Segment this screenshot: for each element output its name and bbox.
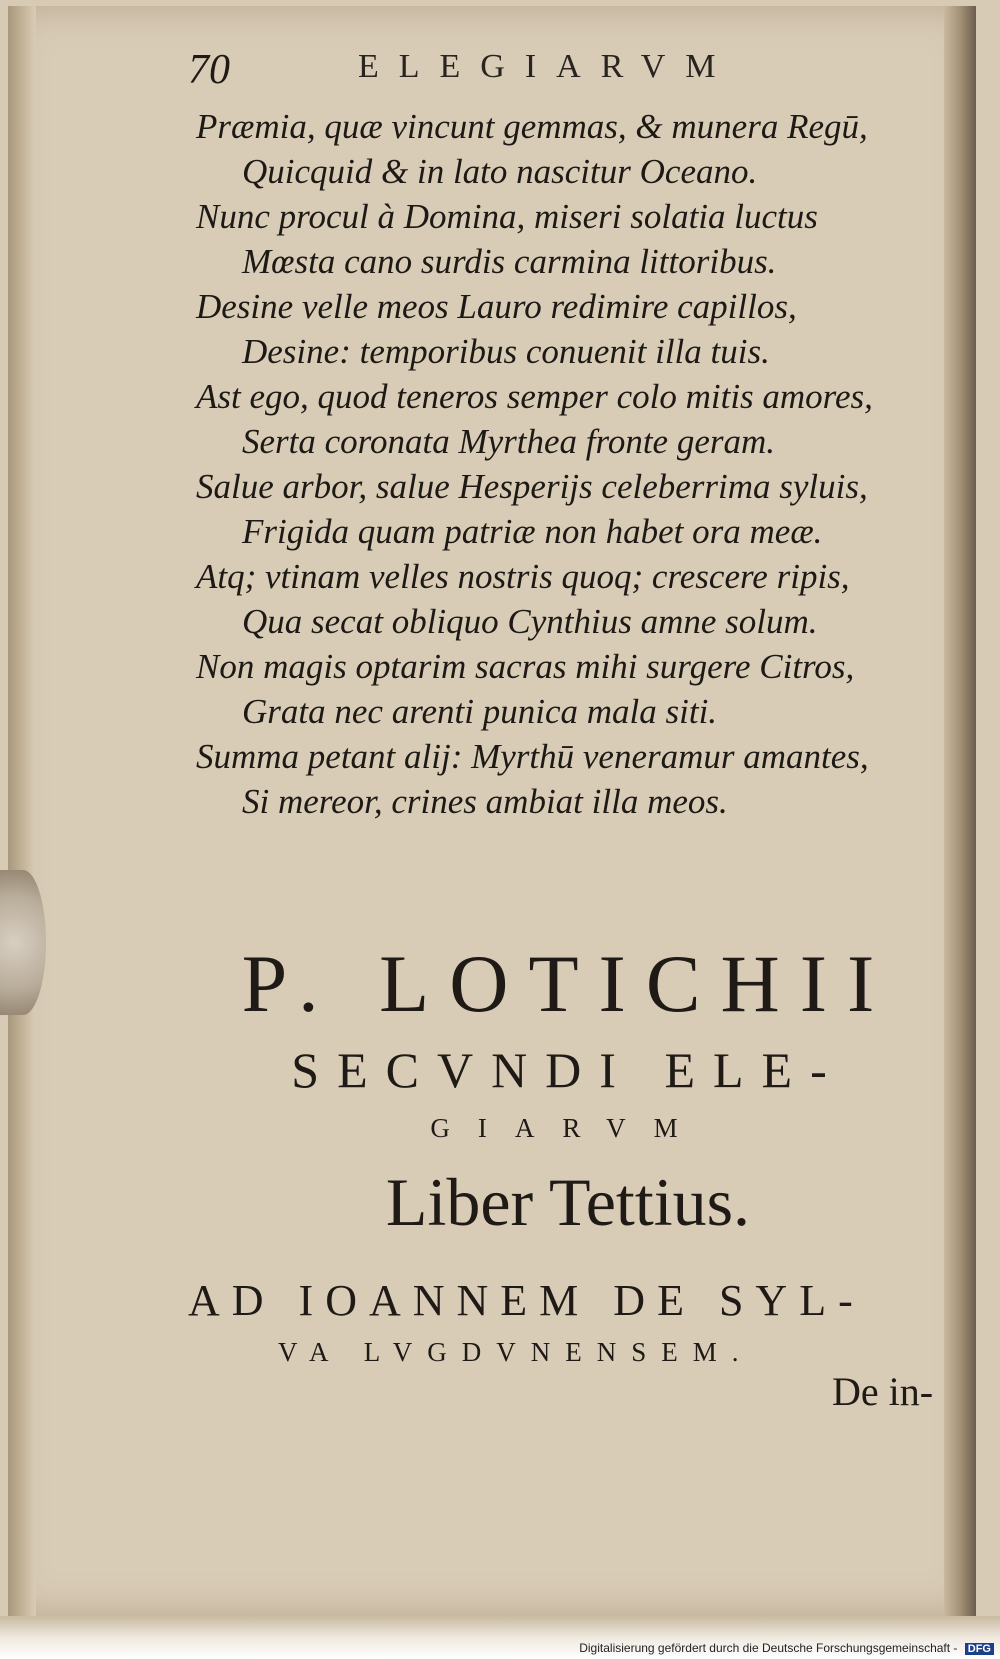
verse-line: Nunc procul à Domina, miseri solatia luctus xyxy=(196,197,818,236)
folio-number: 70 xyxy=(188,47,230,93)
verse-line: Quicquid & in lato nascitur Oceano. xyxy=(242,152,758,191)
verse-block xyxy=(196,104,956,824)
credit-text: Digitalisierung gefördert durch die Deutsche Forschungsgemeinschaft - xyxy=(579,1641,958,1655)
book-page xyxy=(8,6,976,1616)
verse-line: Non magis optarim sacras mihi surgere Citros, xyxy=(196,647,855,686)
book-heading: Liber Tettius. xyxy=(385,1164,751,1240)
verse-line: Serta coronata Myrthea fronte geram. xyxy=(242,422,776,461)
catchword: De in- xyxy=(832,1369,934,1414)
page-header xyxy=(188,46,948,96)
verse-line: Mœsta cano surdis carmina littoribus. xyxy=(242,242,777,281)
dedication-line-2: VA LVGDVNENSEM. xyxy=(278,1337,754,1367)
verse-line: Si mereor, crines ambiat illa meos. xyxy=(242,782,728,821)
page-gutter xyxy=(8,6,36,1622)
author-name: P. LOTICHII xyxy=(241,938,895,1029)
title-line-secundi: SECVNDI ELE- xyxy=(291,1042,845,1098)
verse-line: Grata nec arenti punica mala siti. xyxy=(242,692,718,731)
verse-line: Summa petant alij: Myrthū veneramur amantes, xyxy=(196,737,869,776)
page-clip xyxy=(0,870,46,1015)
verse-line: Ast ego, quod teneros semper colo mitis amores, xyxy=(196,377,873,416)
dfg-logo: DFG xyxy=(965,1643,994,1655)
verse-line: Frigida quam patriæ non habet ora meæ. xyxy=(242,512,823,551)
title-line-elegiarum: GIARVM xyxy=(430,1113,706,1143)
running-head: ELEGIARVM xyxy=(358,48,736,85)
verse-line: Præmia, quæ vincunt gemmas, & munera Regū, xyxy=(196,107,868,146)
verse-line: Desine: temporibus conuenit illa tuis. xyxy=(242,332,770,371)
verse-line: Salue arbor, salue Hesperijs celeberrima syluis, xyxy=(196,467,868,506)
verse-line: Qua secat obliquo Cynthius amne solum. xyxy=(242,602,818,641)
book-title-block xyxy=(188,936,948,1372)
digitization-credit xyxy=(579,1641,994,1655)
dedication-line: AD IOANNEM DE SYL- xyxy=(188,1276,865,1325)
verse-line: Desine velle meos Lauro redimire capillos, xyxy=(196,287,797,326)
verse-line: Atq; vtinam velles nostris quoq; crescere ripis, xyxy=(196,557,850,596)
